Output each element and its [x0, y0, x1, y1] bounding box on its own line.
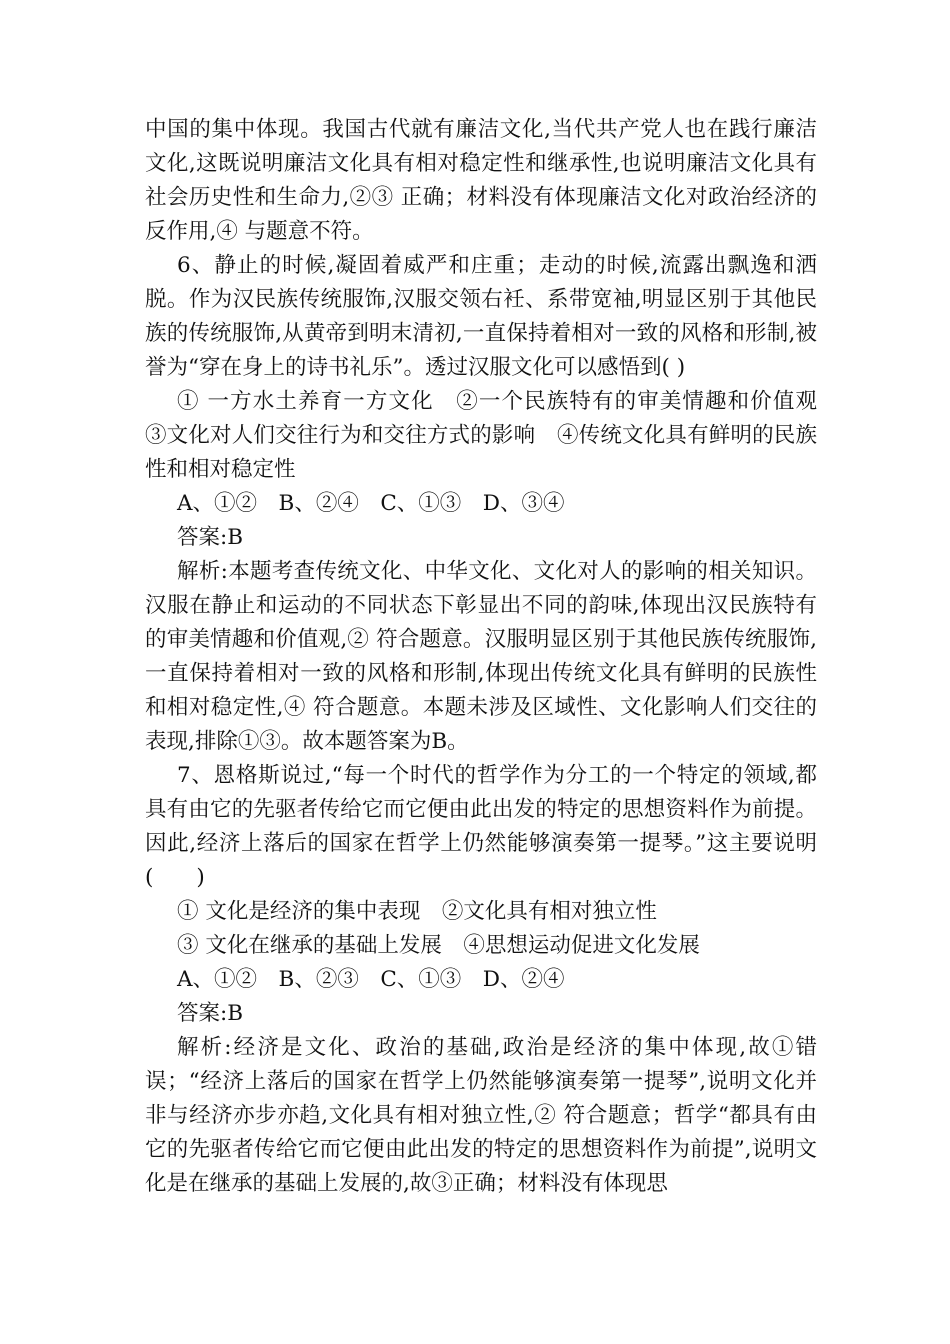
document-page [145, 113, 839, 1201]
question-6-options: A、①② B、②④ C、①③ D、③④ [177, 491, 565, 516]
question-6-stem: 6、静止的时候,凝固着威严和庄重；走动的时候,流露出飘逸和洒脱。作为汉民族传统服饰,汉服交领右衽、系带宽袖,明显区别于其他民族的传统服饰,从黄帝到明末清初,一直保持着相对一致的风格和形制,被誉为“穿在身上的诗书礼乐”。透过汉服文化可以感悟到( ) [145, 253, 817, 380]
paragraph-continuation: 中国的集中体现。我国古代就有廉洁文化,当代共产党人也在践行廉洁文化,这既说明廉洁文化具有相对稳定性和继承性,也说明廉洁文化具有社会历史性和生命力,②③ 正确；材料没有体现廉洁文化对政治经济的反作用,④ 与题意不符。 [145, 117, 817, 244]
question-6-answer: 答案:B [177, 525, 244, 550]
question-7-options: A、①② B、②③ C、①③ D、②④ [177, 967, 565, 992]
question-7-statements-line1: ① 文化是经济的集中表现 ②文化具有相对独立性 [177, 899, 657, 924]
question-6-analysis: 解析:本题考查传统文化、中华文化、文化对人的影响的相关知识。汉服在静止和运动的不同状态下彰显出不同的韵味,体现出汉民族特有的审美情趣和价值观,② 符合题意。汉服明显区别于其他民族传统服饰,一直保持着相对一致的风格和形制,体现出传统文化具有鲜明的民族性和相对稳定性,④ 符合题意。本题未涉及区域性、文化影响人们交往的表现,排除①③。故本题答案为B。 [145, 559, 817, 754]
question-7-answer: 答案:B [177, 1001, 244, 1026]
question-6-statements: ① 一方水土养育一方文化 ②一个民族特有的审美情趣和价值观 ③文化对人们交往行为和交往方式的影响 ④传统文化具有鲜明的民族性和相对稳定性 [145, 389, 839, 482]
question-7-statements-line2: ③ 文化在继承的基础上发展 ④思想运动促进文化发展 [177, 933, 700, 958]
question-7-stem: 7、恩格斯说过,“每一个时代的哲学作为分工的一个特定的领域,都具有由它的先驱者传给它而它便由此出发的特定的思想资料作为前提。因此,经济上落后的国家在哲学上仍然能够演奏第一提琴。”这主要说明( ) [145, 763, 817, 890]
question-7-analysis: 解析:经济是文化、政治的基础,政治是经济的集中体现,故①错误；“经济上落后的国家在哲学上仍然能够演奏第一提琴”,说明文化并非与经济亦步亦趋,文化具有相对独立性,② 符合题意；哲学“都具有由它的先驱者传给它而它便由此出发的特定的思想资料作为前提”,说明文化是在继承的基础上发展的,故③正确；材料没有体现思 [145, 1035, 817, 1196]
